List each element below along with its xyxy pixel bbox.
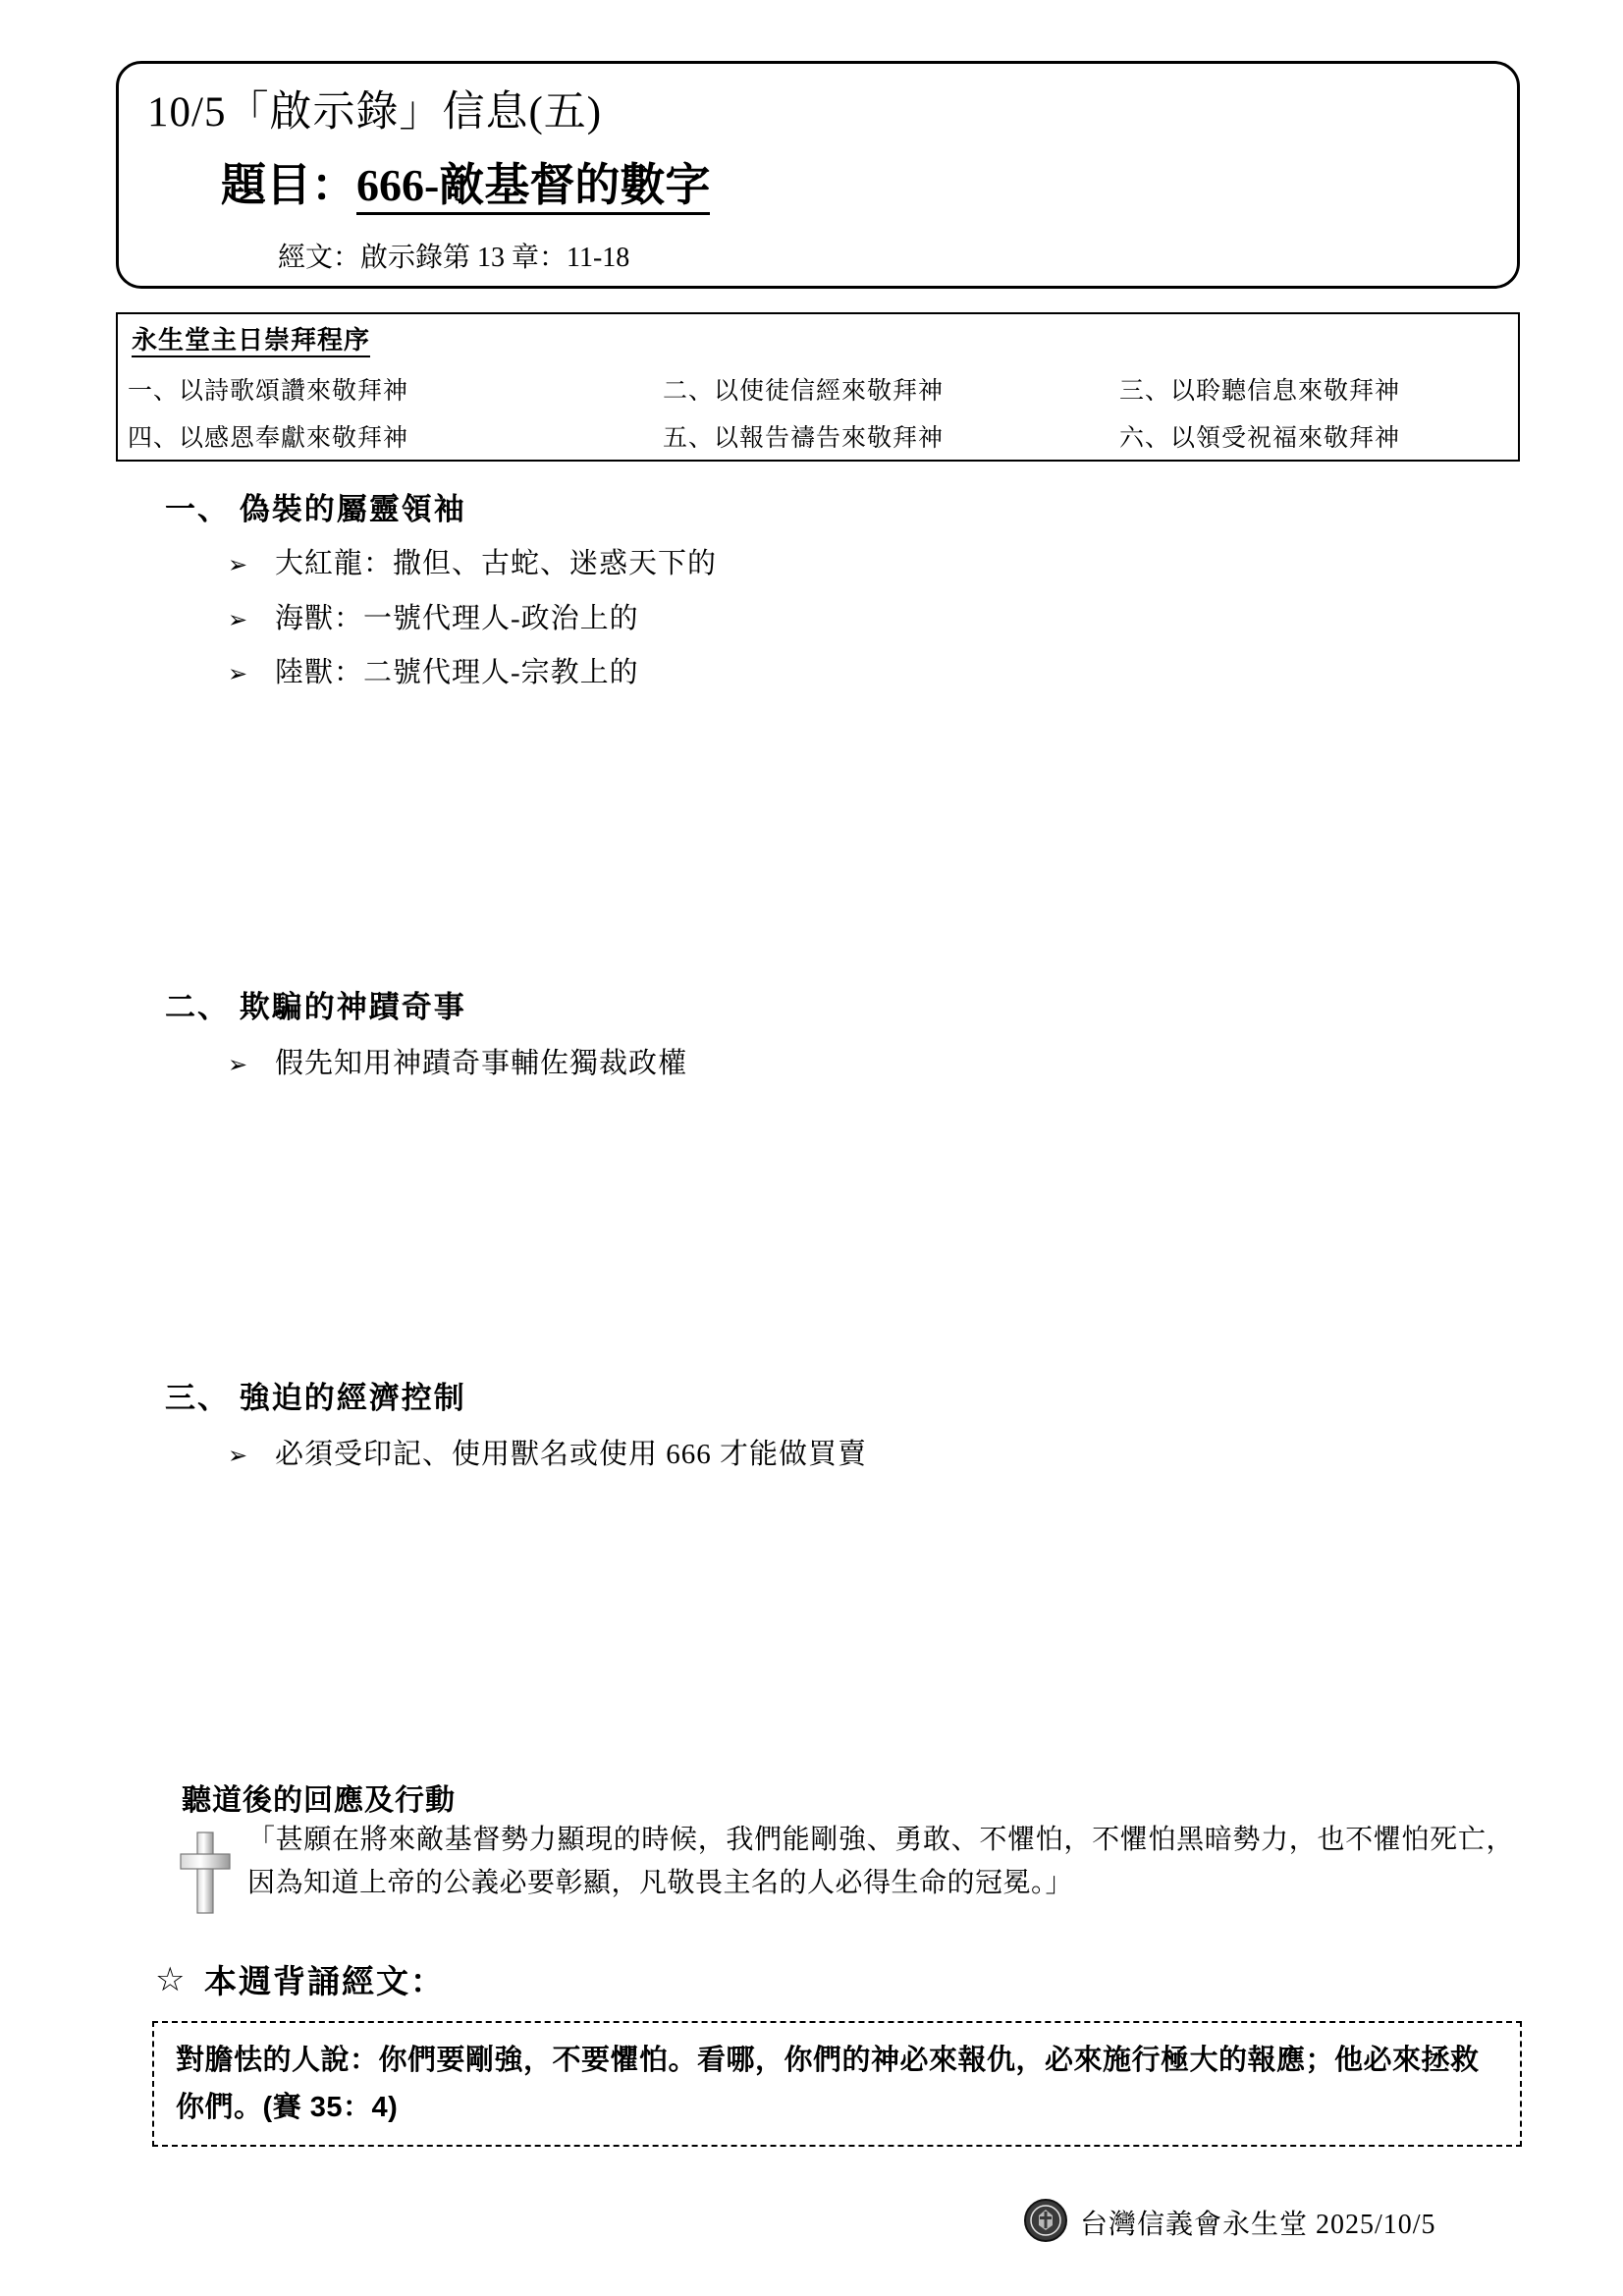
bullet-arrow-icon: ➢: [228, 660, 249, 687]
worship-order-item: 四、以感恩奉獻來敬拜神: [128, 425, 409, 452]
outline-point-text: 海獸：一號代理人-政治上的: [275, 603, 639, 634]
worship-order-heading-text: 永生堂主日崇拜程序: [132, 326, 370, 357]
sermon-series-line: 10/5「啟示錄」信息(五): [147, 89, 603, 136]
memory-verse-text: 對膽怯的人說：你們要剛強，不要懼怕。看哪，你們的神必來報仇，必來施行極大的報應；他必來拯救你們。(賽 35：4): [176, 2045, 1480, 2123]
sermon-title-main: 666-敵基督的數字: [356, 160, 710, 215]
outline-point-text: 假先知用神蹟奇事輔佐獨裁政權: [275, 1048, 688, 1079]
outline-point: [228, 541, 717, 581]
worship-order-row: [128, 412, 1510, 460]
footer-text: 台灣信義會永生堂 2025/10/5: [1080, 2210, 1436, 2240]
bullet-arrow-icon: ➢: [228, 1051, 249, 1078]
sermon-title-line: [221, 149, 710, 214]
memory-verse-heading: 本週背誦經文：: [204, 1963, 445, 1999]
bullet-arrow-icon: ➢: [228, 1442, 249, 1469]
outline-point-text: 大紅龍：撒但、古蛇、迷惑天下的: [275, 548, 718, 579]
outline-point: [228, 1432, 867, 1472]
worship-order-box: [116, 312, 1520, 462]
outline-heading-2: 二、 欺騙的神蹟奇事: [165, 990, 466, 1024]
response-text: 「甚願在將來敵基督勢力顯現的時候，我們能剛強、勇敢、不懼怕，不懼怕黑暗勢力，也不懼怕死亡，因為知道上帝的公義必要彰顯，凡敬畏主名的人必得生命的冠冕。」: [247, 1825, 1514, 1898]
church-seal-icon: [1023, 2198, 1068, 2243]
outline-point-text: 陸獸：二號代理人-宗教上的: [275, 657, 639, 688]
cross-icon: [175, 1829, 236, 1917]
worship-order-item: 一、以詩歌頌讚來敬拜神: [128, 378, 409, 405]
outline-heading-1: 一、 偽裝的屬靈領袖: [165, 492, 466, 526]
outline-point: [228, 1041, 687, 1081]
outline-point: [228, 650, 639, 690]
star-icon: ☆: [155, 1960, 186, 1999]
memory-verse-box: [152, 2021, 1522, 2147]
worship-order-grid: [128, 365, 1510, 460]
worship-order-item: 六、以領受祝福來敬拜神: [1119, 425, 1401, 452]
response-heading: 聽道後的回應及行動: [182, 1784, 456, 1817]
bullet-arrow-icon: ➢: [228, 606, 249, 633]
worship-order-item: 三、以聆聽信息來敬拜神: [1119, 378, 1401, 405]
bullet-arrow-icon: ➢: [228, 551, 249, 578]
worship-order-row: [128, 365, 1510, 412]
outline-point: [228, 596, 639, 636]
scripture-reference: 經文：啟示錄第 13 章：11-18: [278, 243, 630, 273]
outline-heading-3: 三、 強迫的經濟控制: [165, 1381, 466, 1415]
sermon-title-prefix: 題目：: [221, 160, 356, 210]
worship-order-item: 二、以使徒信經來敬拜神: [663, 378, 945, 405]
worship-order-heading: [132, 320, 370, 356]
worship-order-item: 五、以報告禱告來敬拜神: [663, 425, 945, 452]
outline-point-text: 必須受印記、使用獸名或使用 666 才能做買賣: [275, 1439, 868, 1470]
